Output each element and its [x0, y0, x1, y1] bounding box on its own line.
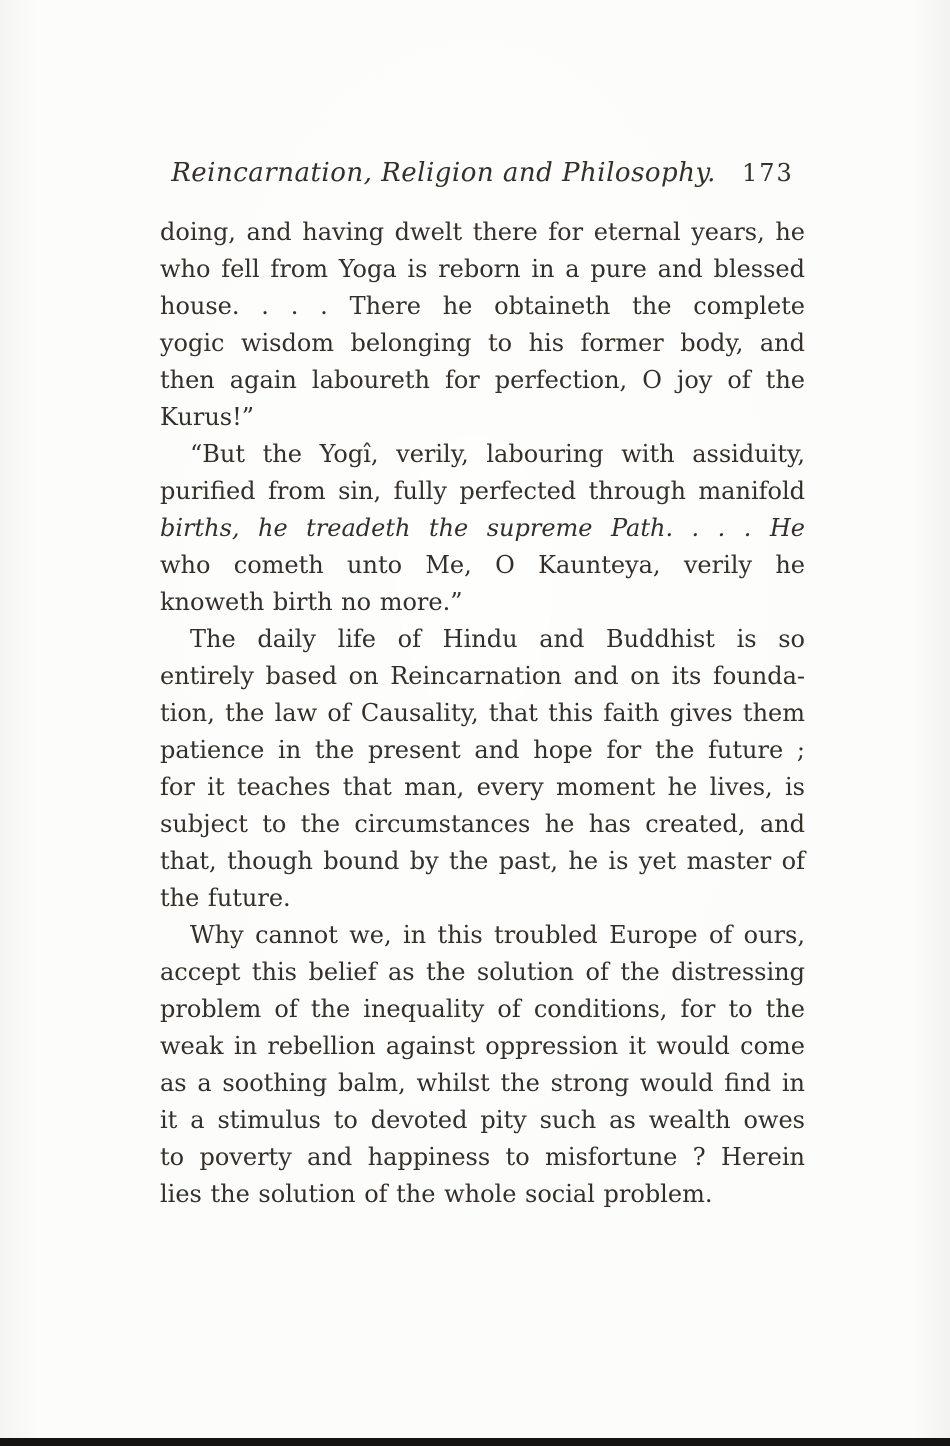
text-line: tion, the law of Causality, that this faith gives them	[160, 699, 805, 727]
page-body	[160, 214, 805, 1213]
text-line: lies the solution of the whole social problem.	[160, 1180, 713, 1208]
paragraph	[160, 214, 805, 436]
paragraph	[160, 621, 805, 917]
scan-edge	[0, 1438, 950, 1446]
page-number: 173	[741, 159, 794, 187]
paragraph	[160, 436, 805, 621]
text-line: it a stimulus to devoted pity such as wealth owes	[160, 1106, 805, 1134]
text-line: accept this belief as the solution of the distressing	[160, 958, 805, 986]
text-line: Kurus!”	[160, 403, 255, 431]
text-line: for it teaches that man, every moment he lives, is	[160, 773, 805, 801]
text-line: patience in the present and hope for the future ;	[160, 736, 805, 764]
text-line: weak in rebellion against oppression it would come	[160, 1032, 805, 1060]
text-line: entirely based on Reincarnation and on its founda-	[160, 662, 805, 690]
text-line: problem of the inequality of conditions, for to the	[160, 995, 805, 1023]
text-line: purified from sin, fully perfected through manifold	[160, 477, 805, 505]
text-line: Why cannot we, in this troubled Europe of ours,	[190, 921, 805, 949]
text-line: the future.	[160, 884, 291, 912]
text-line: doing, and having dwelt there for eternal years, he	[160, 218, 805, 246]
running-title: Reincarnation, Religion and Philosophy.	[171, 158, 716, 188]
text-line: to poverty and happiness to misfortune ? Herein	[160, 1143, 805, 1171]
text-line: as a soothing balm, whilst the strong would find in	[160, 1069, 805, 1097]
text-line: subject to the circumstances he has created, and	[160, 810, 805, 838]
text-line: yogic wisdom belonging to his former body, and	[160, 329, 805, 357]
text-line: who cometh unto Me, O Kaunteya, verily he	[160, 551, 805, 579]
text-line: The daily life of Hindu and Buddhist is so	[190, 625, 805, 653]
running-header	[160, 158, 805, 188]
paragraph	[160, 917, 805, 1213]
text-line: who fell from Yoga is reborn in a pure and blessed	[160, 255, 805, 283]
text-line: knoweth birth no more.”	[160, 588, 463, 616]
text-line: births, he treadeth the supreme Path. . . . He	[160, 514, 805, 542]
text-line: house. . . . There he obtaineth the complete	[160, 292, 805, 320]
text-line: then again laboureth for perfection, O joy of the	[160, 366, 805, 394]
text-line: that, though bound by the past, he is yet master of	[160, 847, 805, 875]
text-line: “But the Yogî, verily, labouring with assiduity,	[190, 440, 805, 468]
